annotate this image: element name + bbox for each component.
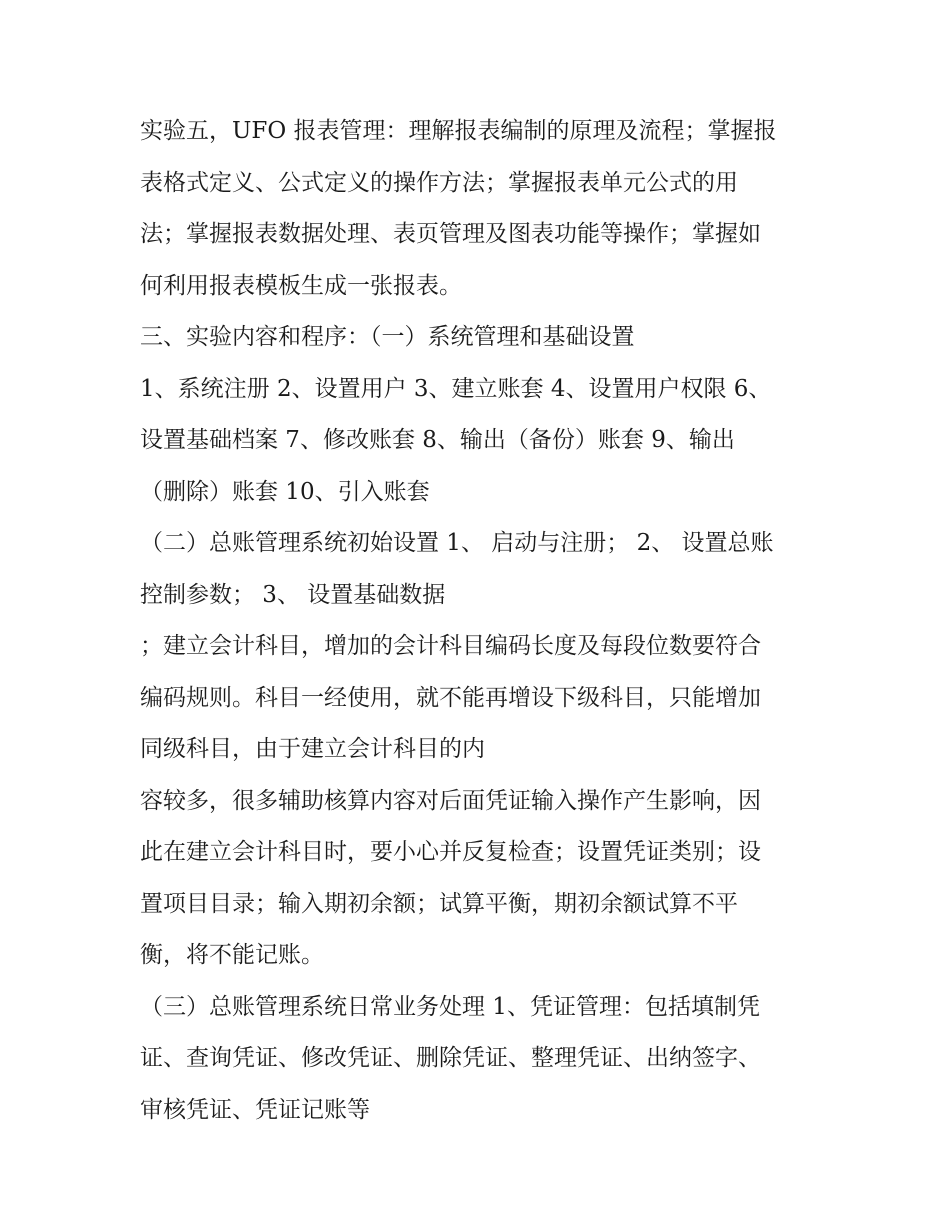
- subsection-line: （二）总账管理系统初始设置 1、 启动与注册； 2、 设置总账: [140, 530, 774, 556]
- text-line: 容较多，很多辅助核算内容对后面凭证输入操作产生影响，因: [140, 787, 761, 814]
- subsection-line: （三）总账管理系统日常业务处理 1、凭证管理：包括填制凭: [140, 993, 760, 1020]
- text-line: 编码规则。科目一经使用，就不能再增设下级科目，只能增加: [140, 684, 761, 711]
- section-heading: 三、实验内容和程序：（一）系统管理和基础设置: [140, 324, 635, 350]
- document-body: [140, 106, 820, 1136]
- text-line: ；建立会计科目，增加的会计科目编码长度及每段位数要符合: [140, 633, 761, 659]
- text-line: 设置基础档案 7、修改账套 8、输出（备份）账套 9、输出: [140, 427, 735, 453]
- text-line: 实验五，UFO 报表管理：理解报表编制的原理及流程；掌握报: [140, 118, 777, 144]
- text-line: 审核凭证、凭证记账等: [140, 1096, 370, 1123]
- text-line: （删除）账套 10、引入账套: [140, 478, 430, 505]
- text-line: 此在建立会计科目时，要小心并反复检查；设置凭证类别；设: [140, 839, 761, 865]
- text-line: 表格式定义、公式定义的操作方法；掌握报表单元公式的用: [140, 169, 738, 196]
- text-line: 同级科目，由于建立会计科目的内: [140, 736, 485, 762]
- text-line: 1、系统注册 2、设置用户 3、建立账套 4、设置用户权限 6、: [140, 375, 772, 402]
- text-line: 法；掌握报表数据处理、表页管理及图表功能等操作；掌握如: [140, 221, 761, 247]
- text-line: 何利用报表模板生成一张报表。: [140, 272, 462, 299]
- text-line: 控制参数； 3、 设置基础数据: [140, 581, 446, 608]
- text-line: 衡，将不能记账。: [140, 942, 324, 968]
- text-line: 置项目目录；输入期初余额；试算平衡，期初余额试算不平: [140, 890, 738, 917]
- text-line: 证、查询凭证、修改凭证、删除凭证、整理凭证、出纳签字、: [140, 1045, 761, 1071]
